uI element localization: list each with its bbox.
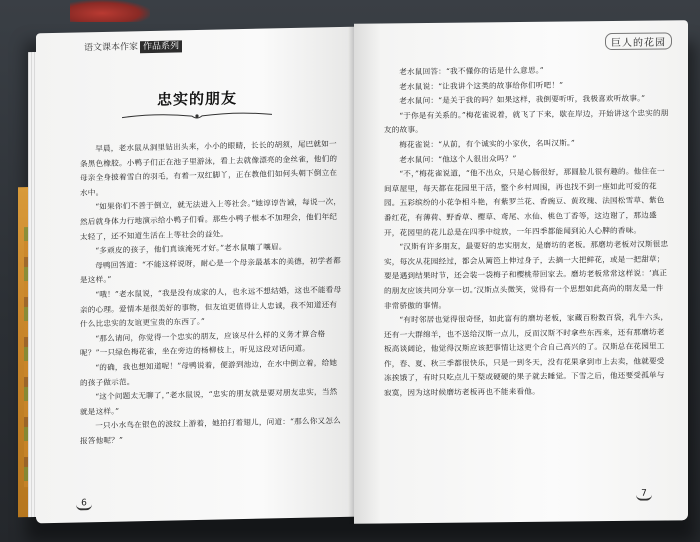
paragraph: “如果你们不善于倒立，就无法进入上等社会。”她谆谆告诫，每说一次，然后就身体力行地演示给小鸭子们看。那些小鸭子根本不加理会，他们年纪太轻了，还不知道生活在上等社会的益处。 — [80, 197, 342, 242]
paragraph: 老水鼠说：“让我讲个这类的故事给你们听吧！” — [399, 80, 564, 91]
chapter-title: 忠实的朋友 — [156, 89, 237, 109]
paragraph: “多顽皮的孩子，他们真该淹死才好。”老水鼠嚷了嚷眉。 — [95, 242, 287, 256]
paragraph: “这个问题太无聊了，”老水鼠说，“忠实的朋友就是要对朋友忠实，当然就是这样。” — [80, 387, 338, 417]
paragraph: “有时邻居也觉得很奇怪，如此富有的磨坊老板，家藏百粉数百袋，乳牛六头，还有一大群绵羊，也不送给汉斯一点儿，反而汉斯不时拿些东西来，还有那磨坊老板高谈阔论，他觉得汉斯应该把事情让这更个合自己高兴的了。汉斯总在花园里工作，春、夏、秋三季都很快乐，只是一到冬天，没有花果拿到市上去卖，他就要受冻挨饿了，有时只吃点儿干梨或硬硬的果子就去睡觉。下雪之后，他还要受孤单与寂寞，因为这时候磨坊老板再也不能来看他。 — [384, 312, 669, 398]
paragraph: “的确，我也想知道呢！”母鸭说着，便游到池边，在水中倒立着，给她的孩子做示范。 — [80, 357, 338, 387]
left-page-number — [76, 498, 92, 510]
chapter-title-block — [36, 85, 358, 124]
paragraph: “不，”梅花雀说道，“他不出众，只是心肠很好，那圆脸儿很有趣的。他住在一间草屋里，每天都在花园里干活，整个乡村周围，再也找不到一座如此可爱的花园。五彩缤纷的小花争相斗艳，有紫罗兰花、香豌豆、黄玫瑰、法国松雪草、紫色番红花，有薄荷、野香草、樱草、鸢尾、水仙、桃色丁香等，这边谢了，那边盛开，花园里的花儿总是在四季中绽放，一年四季都能闻到沁人心脾的香味。 — [384, 166, 665, 237]
paragraph: 母鸭回答道：“不能这样说呀，耐心是一个母亲最基本的美德，初学者都是这样。” — [80, 255, 341, 285]
page-number-value: 7 — [636, 489, 652, 501]
paragraph: 老水鼠问：“他这个人很出众吗？” — [399, 153, 517, 164]
paragraph: 一只小水鸟在银色的波纹上游着，她拍打着翅儿，问道：“那么你又怎么报答他呢？” — [80, 416, 341, 446]
series-label: 作品系列 — [140, 40, 182, 53]
right-page-number — [636, 489, 652, 501]
paragraph: 老水鼠问：“是关于我的吗？如果这样，我倒要听听，我极喜欢听故事。” — [399, 93, 646, 106]
right-body-text — [384, 62, 670, 401]
paragraph: “哦！”老水鼠说，“我是没有成家的人，也永远不想结婚，这也不能看母亲的心理。爱情本是很美好的事物，但友谊更值得让人忠诚，我不知道还有什么比忠实的友谊更宝贵的东西了。” — [80, 284, 342, 329]
right-running-header: 巨人的花园 — [605, 32, 672, 50]
left-body-text — [80, 137, 342, 449]
paragraph: “于你是有关系的。”梅花雀说着，就飞了下来，歇在岸边，开始讲这个忠实的朋友的故事。 — [384, 108, 669, 135]
paragraph: 梅花雀说：“从前，有个诚实的小家伙，名叫汉斯。” — [399, 138, 576, 150]
paragraph: 早晨，老水鼠从洞里钻出头来，小小的眼睛，长长的胡须，尾巴就如一条黑色橡胶。小鸭子们正在池子里游泳，看上去就像漂亮的金丝雀，他们的母亲全身披着雪白的羽毛，有着一双红脚丫，正在教他们如何头朝下倒立在水中。 — [80, 139, 338, 198]
open-book — [8, 12, 698, 532]
paragraph: 老水鼠回答：“我不懂你的话是什么意思。” — [399, 65, 544, 77]
paragraph: “那么请问，你觉得一个忠实的朋友，应该尽什么样的义务才算合格呢？”一只绿色梅花雀，坐在旁边的杨柳枝上，听见这段对话问道。 — [80, 329, 326, 358]
series-prefix: 语文课本作家 — [84, 42, 139, 54]
right-page — [354, 20, 688, 523]
paragraph: “汉斯有许多朋友，最要好的忠实朋友，是磨坊的老板。那磨坊老板对汉斯很忠实，每次从花园经过，都会从篱笆上伸过身子，去摘一大把鲜花，或是一把甜草；要是遇到结果时节，还会装一袋梅子和樱桃带回家去。磨坊老板常常这样说：‘真正的朋友应该共同分享一切。’汉斯点头微笑，觉得有一个思想如此高尚的朋友是一件非常骄傲的事情。 — [384, 239, 669, 310]
title-ornament-icon — [122, 110, 272, 121]
left-running-header — [84, 38, 182, 53]
page-number-value: 6 — [76, 498, 92, 510]
left-page — [36, 27, 358, 524]
